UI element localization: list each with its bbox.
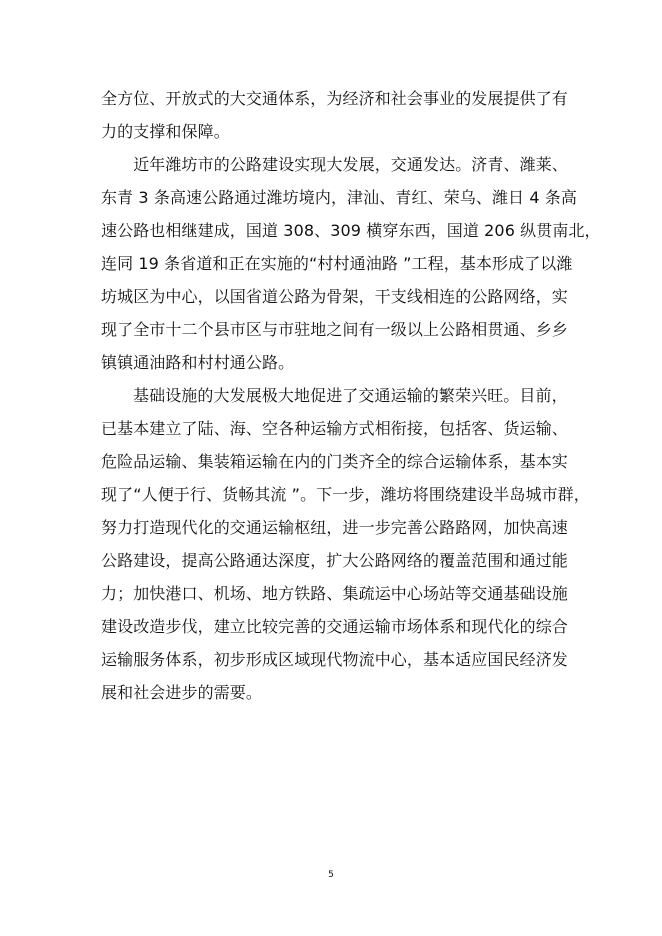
paragraph-3-line-3: 危险品运输、集装箱运输在内的门类齐全的综合运输体系，基本实 — [101, 452, 568, 471]
paragraph-3-line-8: 建设改造步伐，建立比较完善的交通运输市场体系和现代化的综合 — [101, 617, 568, 636]
page-number: 5 — [328, 870, 334, 880]
paragraph-1-line-1: 全方位、开放式的大交通体系，为经济和社会事业的发展提供了有 — [101, 89, 568, 108]
paragraph-3-line-2: 已基本建立了陆、海、空各种运输方式相衔接，包括客、货运输、 — [101, 419, 568, 438]
paragraph-3-line-5: 努力打造现代化的交通运输枢纽，进一步完善公路路网，加快高速 — [101, 518, 568, 537]
paragraph-2-line-7: 镇镇通油路和村村通公路。 — [101, 353, 295, 372]
paragraph-3-line-10: 展和社会进步的需要。 — [101, 683, 263, 702]
paragraph-1-line-2: 力的支撑和保障。 — [101, 122, 230, 141]
paragraph-2-line-2: 东青 3 条高速公路通过潍坊境内，津汕、青红、荣乌、潍日 4 条高 — [101, 188, 578, 207]
paragraph-2-line-1: 近年潍坊市的公路建设实现大发展，交通发达。济青、潍莱、 — [101, 155, 568, 174]
paragraph-3-line-6: 公路建设，提高公路通达深度，扩大公路网络的覆盖范围和通过能 — [101, 551, 568, 570]
paragraph-2-line-6: 现了全市十二个县市区与市驻地之间有一级以上公路相贯通、乡乡 — [101, 320, 568, 339]
paragraph-2-line-5: 坊城区为中心，以国省道公路为骨架，干支线相连的公路网络，实 — [101, 287, 568, 306]
paragraph-2-line-3: 速公路也相继建成，国道 308、309 横穿东西，国道 206 纵贯南北， — [101, 221, 601, 240]
paragraph-2-line-4: 连同 19 条省道和正在实施的“村村通油路 ”工程，基本形成了以潍 — [101, 254, 573, 273]
paragraph-3-line-9: 运输服务体系，初步形成区域现代物流中心，基本适应国民经济发 — [101, 650, 568, 669]
paragraph-3-line-1: 基础设施的大发展极大地促进了交通运输的繁荣兴旺。目前， — [133, 386, 568, 405]
paragraph-3-line-7: 力；加快港口、机场、地方铁路、集疏运中心场站等交通基础设施 — [101, 584, 568, 603]
paragraph-3-line-4: 现了“人便于行、货畅其流 ”。下一步，潍坊将围绕建设半岛城市群， — [101, 485, 590, 504]
